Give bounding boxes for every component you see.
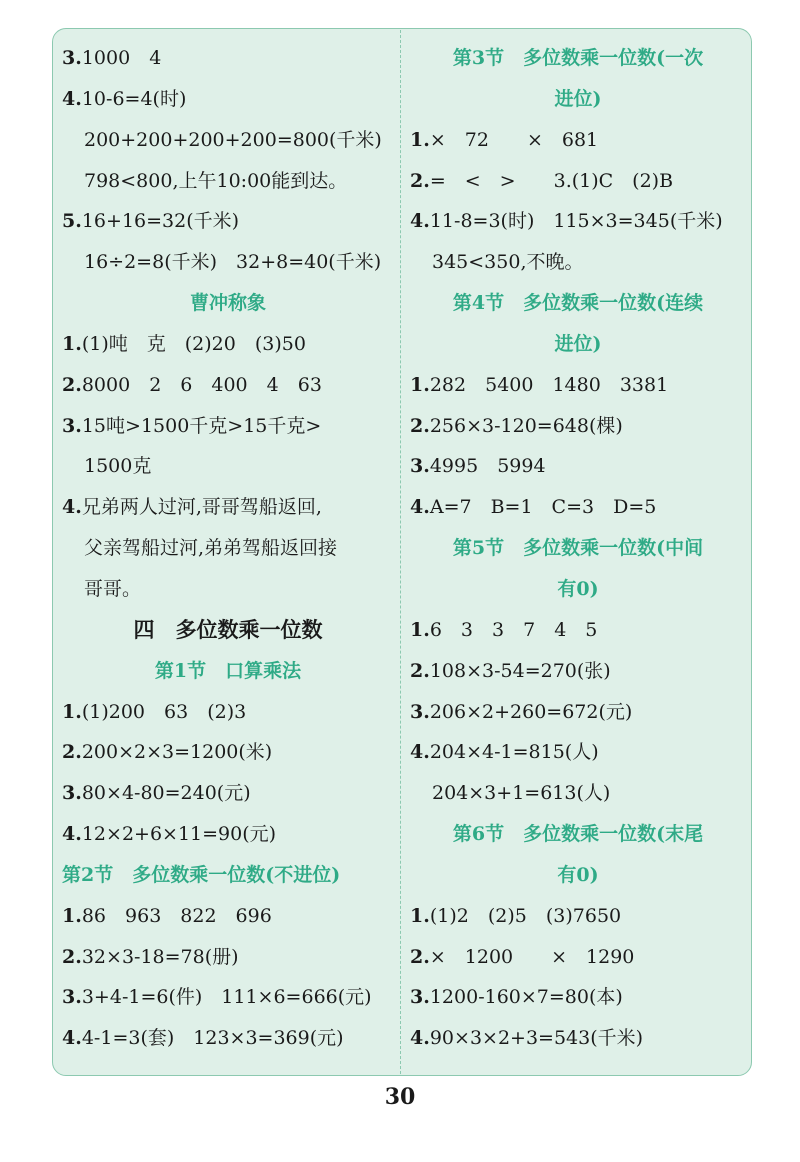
answer-line — [410, 161, 746, 202]
answer-continuation: 16÷2=8(千米) 32+8=40(千米) — [84, 251, 382, 274]
answer-line — [62, 38, 394, 79]
question-number: 4. — [410, 210, 430, 233]
column-divider — [400, 30, 401, 1074]
answer-text: 4995 5994 — [429, 455, 546, 478]
answer-continuation: 798<800,上午10:00能到达。 — [84, 169, 348, 192]
question-number: 3. — [410, 986, 430, 1009]
answer-line — [62, 1018, 394, 1059]
answer-text: 204×4-1=815(人) — [429, 741, 599, 764]
answer-text: 11-8=3(时) 115×3=345(千米) — [429, 210, 723, 233]
section-heading: 第3节 多位数乘一位数(一次 — [452, 47, 704, 69]
answer-text: 90×3×2+3=543(千米) — [429, 1027, 644, 1050]
question-number: 5. — [62, 210, 82, 233]
answer-text: 16+16=32(千米) — [81, 210, 240, 233]
answer-continuation: 哥哥。 — [84, 577, 142, 600]
answer-text: 1200-160×7=80(本) — [429, 986, 623, 1009]
question-number: 4. — [410, 741, 430, 764]
answer-line — [410, 1018, 746, 1059]
answer-text: 10-6=4(时) — [81, 87, 187, 110]
question-number: 1. — [410, 904, 430, 927]
answer-line — [62, 937, 394, 978]
left-column — [62, 38, 394, 1059]
answer-continuation: 1500克 — [84, 455, 152, 478]
question-number: 2. — [62, 741, 82, 764]
question-number: 4. — [62, 496, 82, 519]
answer-text: 200×2×3=1200(米) — [81, 741, 273, 764]
answer-line — [410, 610, 746, 651]
chapter-heading: 四 多位数乘一位数 — [133, 616, 323, 642]
answer-line — [62, 896, 394, 937]
answer-continuation: 父亲驾船过河,弟弟驾船返回接 — [84, 537, 338, 560]
answer-continuation: 200+200+200+200=800(千米) — [84, 128, 382, 151]
answer-text: 4-1=3(套) 123×3=369(元) — [81, 1027, 344, 1050]
answer-text: (1)吨 克 (2)20 (3)50 — [81, 332, 306, 355]
question-number: 4. — [62, 823, 82, 846]
question-number: 3. — [62, 414, 82, 437]
answer-text: (1)2 (2)5 (3)7650 — [429, 904, 622, 927]
answer-continuation: 204×3+1=613(人) — [432, 782, 611, 805]
answer-line — [410, 406, 746, 447]
answer-line — [62, 773, 394, 814]
question-number: 2. — [410, 414, 430, 437]
answer-line — [62, 406, 394, 447]
question-number: 3. — [62, 47, 82, 69]
answer-text: 86 963 822 696 — [81, 904, 272, 927]
answer-line — [410, 977, 746, 1018]
question-number: 2. — [62, 373, 82, 396]
page-number: 30 — [384, 1084, 416, 1110]
answer-line — [410, 201, 746, 242]
section-heading: 第1节 口算乘法 — [154, 659, 302, 682]
answer-line — [410, 937, 746, 978]
answer-line — [410, 896, 746, 937]
section-heading: 有0) — [557, 577, 599, 600]
answer-text: 256×3-120=648(棵) — [429, 414, 623, 437]
answer-text: 8000 2 6 400 4 63 — [81, 373, 322, 396]
question-number: 2. — [410, 659, 430, 682]
answer-text: 兄弟两人过河,哥哥驾船返回, — [81, 496, 322, 519]
answer-line — [410, 365, 746, 406]
question-number: 3. — [410, 700, 430, 723]
answer-text: 108×3-54=270(张) — [429, 659, 611, 682]
question-number: 4. — [410, 1027, 430, 1050]
question-number: 2. — [410, 169, 430, 192]
section-heading: 曹冲称象 — [189, 292, 266, 315]
question-number: 1. — [410, 128, 430, 151]
answer-text: (1)200 63 (2)3 — [81, 700, 247, 723]
question-number: 1. — [62, 332, 82, 355]
section-heading: 进位) — [554, 332, 602, 355]
answer-line — [62, 692, 394, 733]
answer-line — [62, 324, 394, 365]
answer-text: 3+4-1=6(件) 111×6=666(元) — [81, 986, 372, 1009]
answer-text: = < > 3.(1)C (2)B — [429, 169, 674, 192]
question-number: 4. — [410, 496, 430, 519]
answer-line — [62, 732, 394, 773]
section-heading: 第5节 多位数乘一位数(中间 — [452, 537, 704, 560]
question-number: 3. — [62, 986, 82, 1009]
answer-text: 282 5400 1480 3381 — [429, 373, 669, 396]
answer-text: A=7 B=1 C=3 D=5 — [429, 496, 657, 519]
answer-line — [410, 446, 746, 487]
section-heading: 第2节 多位数乘一位数(不进位) — [62, 863, 341, 886]
answer-text: 6 3 3 7 4 5 — [429, 618, 598, 641]
question-number: 2. — [410, 945, 430, 968]
answer-text: 12×2+6×11=90(元) — [81, 823, 277, 846]
answer-continuation: 345<350,不晚。 — [432, 251, 584, 274]
question-number: 4. — [62, 1027, 82, 1050]
question-number: 4. — [62, 87, 82, 110]
question-number: 1. — [62, 700, 82, 723]
answer-line — [62, 79, 394, 120]
right-column — [410, 38, 746, 1059]
question-number: 1. — [410, 373, 430, 396]
answer-line — [410, 487, 746, 528]
answer-line — [62, 487, 394, 528]
answer-text: × 72 × 681 — [429, 128, 599, 151]
answer-line — [62, 365, 394, 406]
section-heading: 第4节 多位数乘一位数(连续 — [452, 292, 704, 315]
question-number: 1. — [62, 904, 82, 927]
answer-line — [62, 814, 394, 855]
section-heading: 进位) — [554, 87, 602, 110]
question-number: 1. — [410, 618, 430, 641]
answer-text: 80×4-80=240(元) — [81, 782, 251, 805]
answer-line — [410, 692, 746, 733]
answer-line — [62, 201, 394, 242]
question-number: 2. — [62, 945, 82, 968]
answer-text: 206×2+260=672(元) — [429, 700, 633, 723]
answer-text: × 1200 × 1290 — [429, 945, 635, 968]
answer-text: 15吨>1500千克>15千克> — [81, 414, 322, 437]
question-number: 3. — [410, 455, 430, 478]
answer-line — [410, 651, 746, 692]
answer-text: 32×3-18=78(册) — [81, 945, 239, 968]
section-heading: 有0) — [557, 863, 599, 886]
question-number: 3. — [62, 782, 82, 805]
answer-text: 1000 4 — [81, 47, 162, 69]
answer-line — [410, 120, 746, 161]
section-heading: 第6节 多位数乘一位数(末尾 — [452, 823, 704, 846]
answer-line — [62, 977, 394, 1018]
answer-line — [410, 732, 746, 773]
